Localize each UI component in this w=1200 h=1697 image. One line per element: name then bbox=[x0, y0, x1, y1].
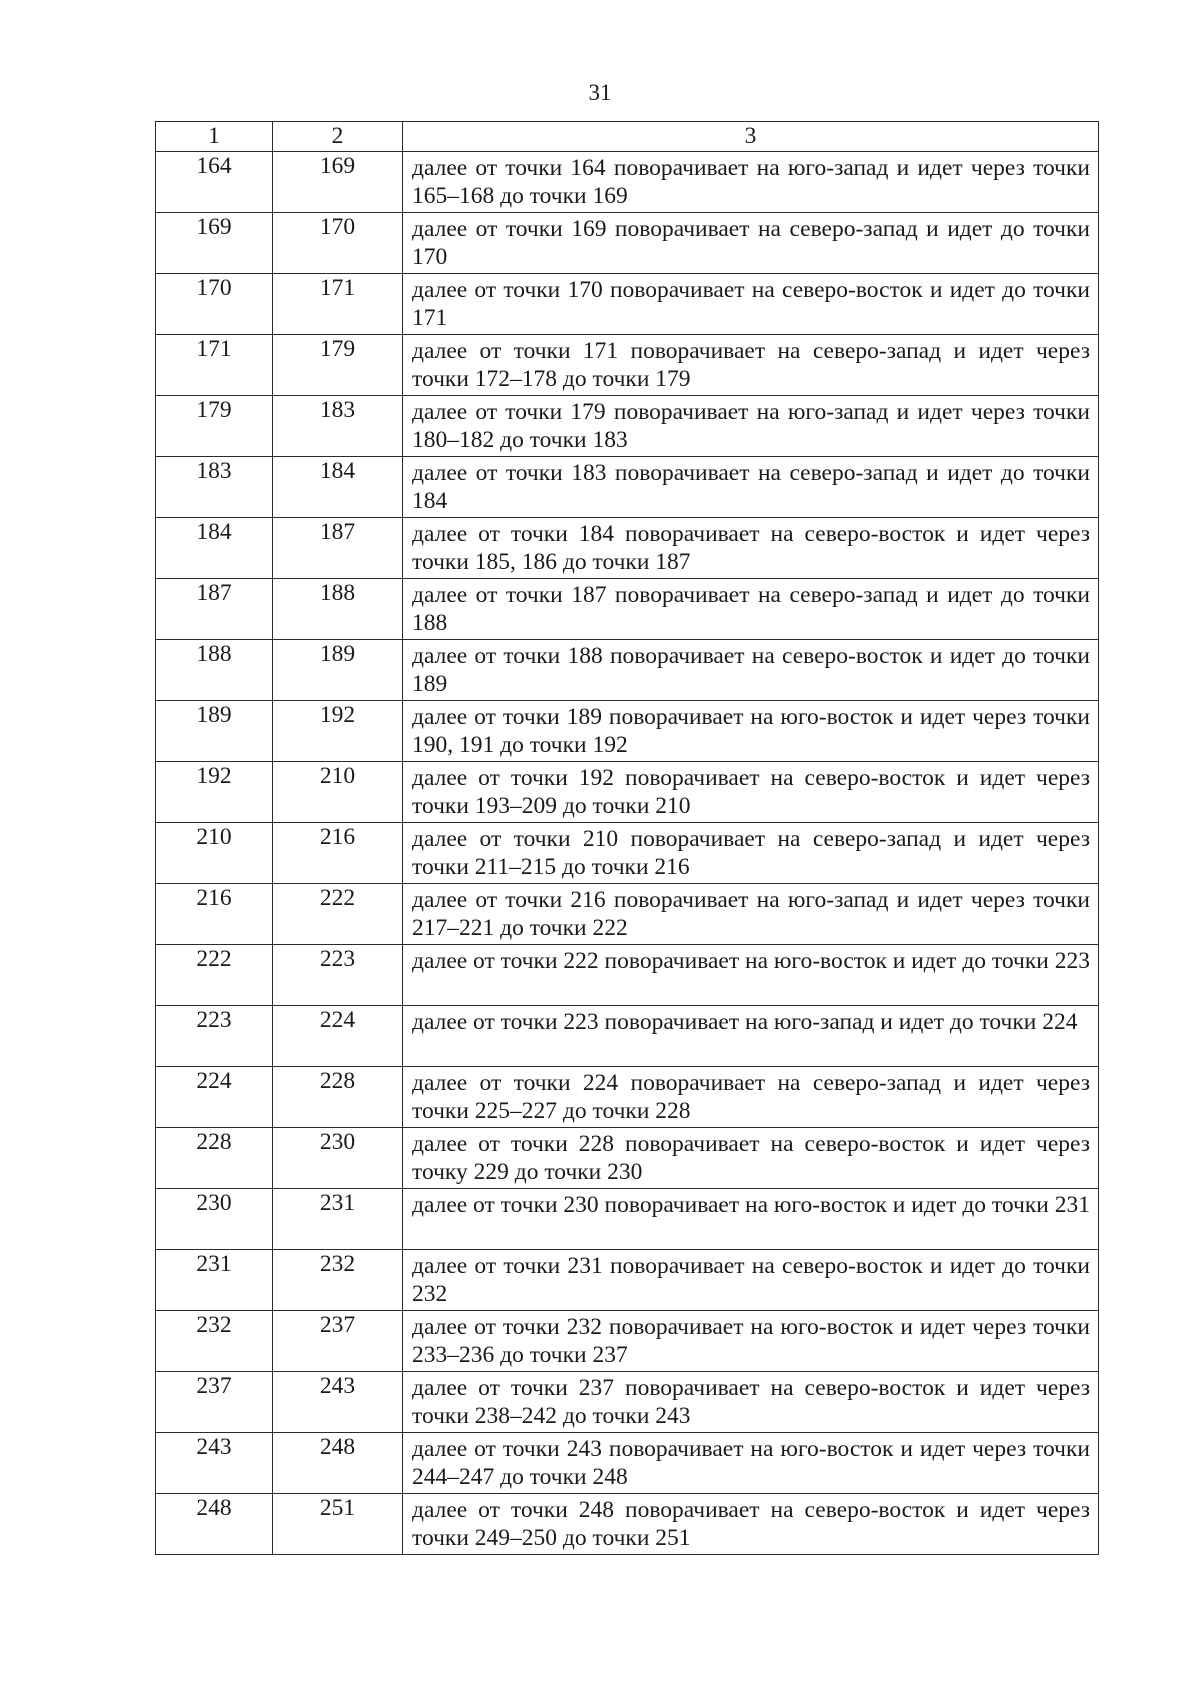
start-point-cell: 169 bbox=[156, 213, 273, 274]
table-row bbox=[156, 579, 1099, 640]
end-point-cell: 179 bbox=[273, 335, 403, 396]
route-description-cell: далее от точки 171 поворачивает на северо-запад и идет через точки 172–178 до точки 179 bbox=[403, 335, 1099, 396]
table-row bbox=[156, 152, 1099, 213]
table-row bbox=[156, 1189, 1099, 1250]
table-header-row bbox=[156, 122, 1099, 152]
table-row bbox=[156, 335, 1099, 396]
route-description-cell: далее от точки 189 поворачивает на юго-восток и идет через точки 190, 191 до точки 192 bbox=[403, 701, 1099, 762]
table-row bbox=[156, 762, 1099, 823]
start-point-cell: 210 bbox=[156, 823, 273, 884]
end-point-cell: 210 bbox=[273, 762, 403, 823]
route-description-cell: далее от точки 184 поворачивает на северо-восток и идет через точки 185, 186 до точки 187 bbox=[403, 518, 1099, 579]
start-point-cell: 248 bbox=[156, 1494, 273, 1555]
end-point-cell: 223 bbox=[273, 945, 403, 1006]
route-description-cell: далее от точки 231 поворачивает на северо-восток и идет до точки 232 bbox=[403, 1250, 1099, 1311]
table-row bbox=[156, 213, 1099, 274]
end-point-cell: 248 bbox=[273, 1433, 403, 1494]
end-point-cell: 187 bbox=[273, 518, 403, 579]
route-description-cell: далее от точки 210 поворачивает на северо-запад и идет через точки 211–215 до точки 216 bbox=[403, 823, 1099, 884]
end-point-cell: 230 bbox=[273, 1128, 403, 1189]
end-point-cell: 251 bbox=[273, 1494, 403, 1555]
table-row bbox=[156, 1067, 1099, 1128]
route-description-cell: далее от точки 248 поворачивает на северо-восток и идет через точки 249–250 до точки 251 bbox=[403, 1494, 1099, 1555]
end-point-cell: 192 bbox=[273, 701, 403, 762]
route-description-cell: далее от точки 228 поворачивает на северо-восток и идет через точку 229 до точки 230 bbox=[403, 1128, 1099, 1189]
end-point-cell: 231 bbox=[273, 1189, 403, 1250]
route-description-cell: далее от точки 192 поворачивает на северо-восток и идет через точки 193–209 до точки 210 bbox=[403, 762, 1099, 823]
route-description-cell: далее от точки 187 поворачивает на северо-запад и идет до точки 188 bbox=[403, 579, 1099, 640]
start-point-cell: 231 bbox=[156, 1250, 273, 1311]
start-point-cell: 192 bbox=[156, 762, 273, 823]
table-row bbox=[156, 884, 1099, 945]
end-point-cell: 243 bbox=[273, 1372, 403, 1433]
end-point-cell: 232 bbox=[273, 1250, 403, 1311]
end-point-cell: 169 bbox=[273, 152, 403, 213]
table-row bbox=[156, 1372, 1099, 1433]
start-point-cell: 224 bbox=[156, 1067, 273, 1128]
route-description-cell: далее от точки 237 поворачивает на северо-восток и идет через точки 238–242 до точки 243 bbox=[403, 1372, 1099, 1433]
table-row bbox=[156, 640, 1099, 701]
column-header-2: 2 bbox=[273, 122, 403, 152]
table-row bbox=[156, 823, 1099, 884]
route-description-cell: далее от точки 243 поворачивает на юго-восток и идет через точки 244–247 до точки 248 bbox=[403, 1433, 1099, 1494]
start-point-cell: 216 bbox=[156, 884, 273, 945]
column-header-1: 1 bbox=[156, 122, 273, 152]
route-description-cell: далее от точки 179 поворачивает на юго-запад и идет через точки 180–182 до точки 183 bbox=[403, 396, 1099, 457]
start-point-cell: 232 bbox=[156, 1311, 273, 1372]
route-description-cell: далее от точки 216 поворачивает на юго-запад и идет через точки 217–221 до точки 222 bbox=[403, 884, 1099, 945]
table-body bbox=[156, 152, 1099, 1555]
table-row bbox=[156, 1494, 1099, 1555]
end-point-cell: 237 bbox=[273, 1311, 403, 1372]
end-point-cell: 170 bbox=[273, 213, 403, 274]
start-point-cell: 189 bbox=[156, 701, 273, 762]
route-description-cell: далее от точки 164 поворачивает на юго-запад и идет через точки 165–168 до точки 169 bbox=[403, 152, 1099, 213]
table-row bbox=[156, 518, 1099, 579]
table-row bbox=[156, 1128, 1099, 1189]
route-description-cell: далее от точки 232 поворачивает на юго-восток и идет через точки 233–236 до точки 237 bbox=[403, 1311, 1099, 1372]
table-row bbox=[156, 274, 1099, 335]
route-description-cell: далее от точки 222 поворачивает на юго-восток и идет до точки 223 bbox=[403, 945, 1099, 1006]
table-row bbox=[156, 1311, 1099, 1372]
start-point-cell: 187 bbox=[156, 579, 273, 640]
route-description-table bbox=[155, 121, 1099, 1555]
route-description-cell: далее от точки 183 поворачивает на северо-запад и идет до точки 184 bbox=[403, 457, 1099, 518]
start-point-cell: 223 bbox=[156, 1006, 273, 1067]
route-description-cell: далее от точки 188 поворачивает на северо-восток и идет до точки 189 bbox=[403, 640, 1099, 701]
table-row bbox=[156, 1250, 1099, 1311]
end-point-cell: 224 bbox=[273, 1006, 403, 1067]
table-row bbox=[156, 457, 1099, 518]
end-point-cell: 184 bbox=[273, 457, 403, 518]
start-point-cell: 237 bbox=[156, 1372, 273, 1433]
start-point-cell: 179 bbox=[156, 396, 273, 457]
table-row bbox=[156, 1006, 1099, 1067]
end-point-cell: 222 bbox=[273, 884, 403, 945]
route-description-cell: далее от точки 169 поворачивает на северо-запад и идет до точки 170 bbox=[403, 213, 1099, 274]
start-point-cell: 228 bbox=[156, 1128, 273, 1189]
start-point-cell: 184 bbox=[156, 518, 273, 579]
page-number: 31 bbox=[588, 80, 612, 105]
start-point-cell: 222 bbox=[156, 945, 273, 1006]
start-point-cell: 243 bbox=[156, 1433, 273, 1494]
end-point-cell: 216 bbox=[273, 823, 403, 884]
end-point-cell: 183 bbox=[273, 396, 403, 457]
end-point-cell: 228 bbox=[273, 1067, 403, 1128]
start-point-cell: 230 bbox=[156, 1189, 273, 1250]
route-description-cell: далее от точки 223 поворачивает на юго-запад и идет до точки 224 bbox=[403, 1006, 1099, 1067]
route-description-cell: далее от точки 224 поворачивает на северо-запад и идет через точки 225–227 до точки 228 bbox=[403, 1067, 1099, 1128]
start-point-cell: 170 bbox=[156, 274, 273, 335]
table-row bbox=[156, 701, 1099, 762]
end-point-cell: 188 bbox=[273, 579, 403, 640]
table-row bbox=[156, 1433, 1099, 1494]
start-point-cell: 164 bbox=[156, 152, 273, 213]
end-point-cell: 189 bbox=[273, 640, 403, 701]
table-row bbox=[156, 945, 1099, 1006]
route-description-cell: далее от точки 170 поворачивает на северо-восток и идет до точки 171 bbox=[403, 274, 1099, 335]
column-header-3: 3 bbox=[403, 122, 1099, 152]
start-point-cell: 188 bbox=[156, 640, 273, 701]
table-row bbox=[156, 396, 1099, 457]
end-point-cell: 171 bbox=[273, 274, 403, 335]
route-description-cell: далее от точки 230 поворачивает на юго-восток и идет до точки 231 bbox=[403, 1189, 1099, 1250]
start-point-cell: 171 bbox=[156, 335, 273, 396]
start-point-cell: 183 bbox=[156, 457, 273, 518]
